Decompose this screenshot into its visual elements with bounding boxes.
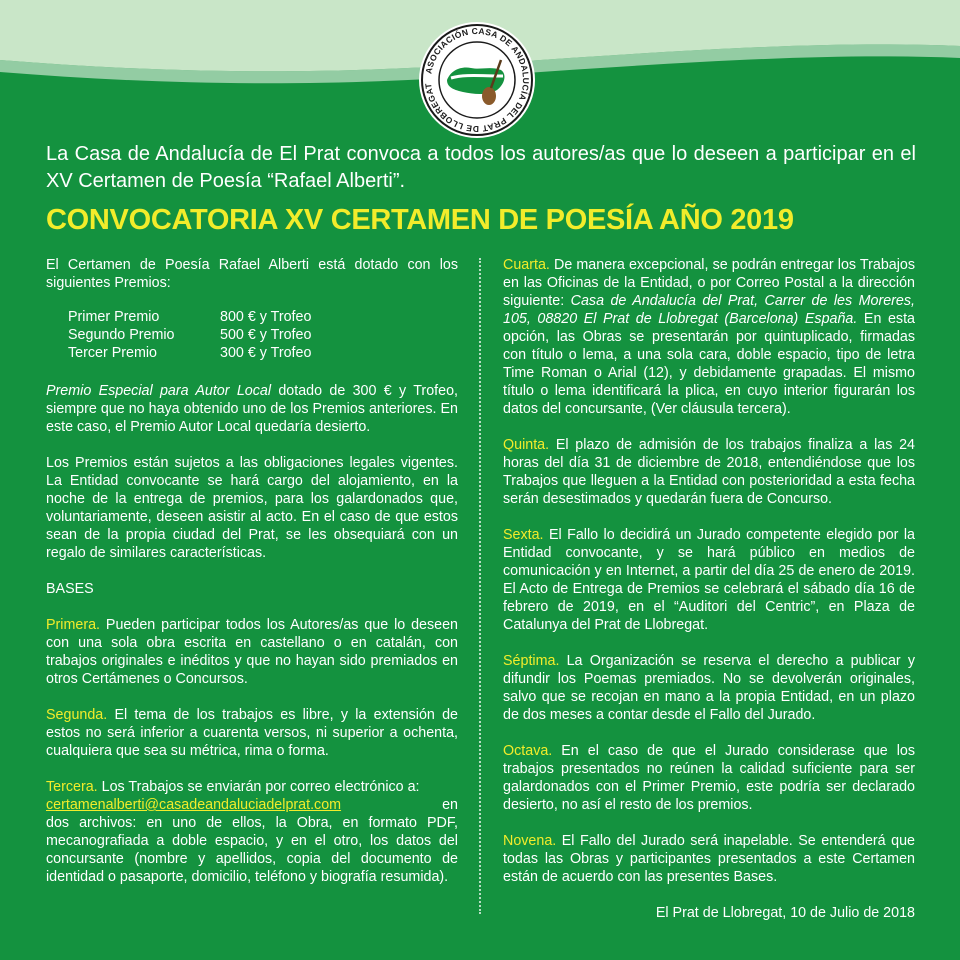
right-column	[503, 256, 915, 922]
clause-label: Primera.	[46, 617, 101, 633]
left-column	[46, 256, 458, 886]
obligaciones-text: Los Premios están sujetos a las obligaciones legales vigentes. La Entidad convocante se hará cargo del alojamiento, en la noche de la entrega de premios, para los galardonados que, voluntariamente, deseen asistir al acto. En el caso de que estos sean de la propia ciudad del Prat, se les obsequiará con un regalo de similares características.	[46, 455, 458, 561]
clause-label: Séptima.	[503, 653, 560, 669]
clause-segunda	[46, 706, 458, 760]
prize-list	[68, 308, 458, 362]
clause-label: Segunda.	[46, 707, 108, 723]
clause-text: De manera excepcional, se podrán entregar los Trabajos en las Oficinas de la Entidad, o por Correo Postal a la dirección siguiente:	[503, 257, 915, 309]
postal-address: Casa de Andalucía del Prat, Carrer de les Moreres, 105, 08820 El Prat de Llobregat (Barcelona) España.	[503, 293, 915, 327]
clause-label: Tercera.	[46, 779, 98, 795]
clause-text: El tema de los trabajos es libre, y la extensión de estos no será inferior a cuarenta versos, ni superior a ochenta, cualquiera que sea su métrica, rima o forma.	[46, 707, 458, 759]
clause-septima	[503, 652, 915, 724]
prize-row	[68, 326, 458, 344]
clause-text: El Fallo del Jurado será inapelable. Se entenderá que todas las Obras y participantes presentados a este Certamen están de acuerdo con las presentes Bases.	[503, 833, 915, 885]
premio-especial-text: dotado de 300 € y Trofeo, siempre que no haya obtenido uno de los Premios anteriores. En este caso, el Premio Autor Local quedaría desierto.	[46, 383, 458, 435]
clause-quinta	[503, 436, 915, 508]
clause-octava	[503, 742, 915, 814]
clause-label: Cuarta.	[503, 257, 550, 273]
bases-heading: BASES	[46, 581, 94, 597]
clause-tercera	[46, 778, 458, 886]
clause-label: Sexta.	[503, 527, 544, 543]
signoff-date: El Prat de Llobregat, 10 de Julio de 2018	[655, 905, 915, 921]
clause-cuarta	[503, 256, 915, 418]
email-link[interactable]: certamenalberti@casadeandaluciadelprat.com	[46, 797, 342, 813]
clause-text: Pueden participar todos los Autores/as que lo deseen con una sola obra escrita en castellano o en catalán, con trabajos originales e inéditos y que no hayan sido premiados en otros Certámenes o Concursos.	[46, 617, 458, 687]
clause-tercera-rest: dos archivos: en uno de ellos, la Obra, en formato PDF, mecanografiada a doble espacio, y en el otro, los datos del concursante (nombre y apellidos, copia del documento de identidad o pasaporte, domicilio, teléfono y biografía resumida).	[46, 815, 458, 885]
prize-name: Segundo Premio	[68, 327, 175, 343]
clause-text: El plazo de admisión de los trabajos finaliza a las 24 horas del día 31 de diciembre de 2018, entendiéndose que los Trabajos que lleguen a la Entidad con posterioridad a esta fecha serán desestimados y quedarán fuera de Concurso.	[503, 437, 915, 507]
asociacion-seal-icon	[417, 20, 537, 140]
svg-text:ASOCIACIÓN CASA DE ANDALUCÍA D: ASOCIACIÓN CASA DE ANDALUCÍA DEL PRAT DE LLOBREGAT	[423, 25, 532, 135]
clause-label: Novena.	[503, 833, 557, 849]
prize-row	[68, 344, 458, 362]
intro-text: La Casa de Andalucía de El Prat convoca a todos los autores/as que lo deseen a participar en el XV Certamen de Poesía “Rafael Alberti”.	[46, 143, 916, 192]
prize-name: Tercer Premio	[68, 345, 157, 361]
page-title: CONVOCATORIA XV CERTAMEN DE POESÍA AÑO 2019	[46, 204, 794, 236]
premio-especial	[46, 382, 458, 436]
clause-primera	[46, 616, 458, 688]
clause-text: El Fallo lo decidirá un Jurado competente elegido por la Entidad convocante, y se hará público en medios de comunicación y en Internet, a partir del día 25 de enero de 2019. El Acto de Entrega de Premios se celebrará el sábado día 16 de febrero de 2019, en el “Auditori del Centric”, en Plaza de Catalunya del Prat de Llobregat.	[503, 527, 915, 633]
clause-text: Los Trabajos se enviarán por correo electrónico a:	[97, 779, 420, 795]
clause-text: En esta opción, las Obras se presentarán por quintuplicado, firmadas con título o lema, a una sola cara, doble espacio, tipo de letra Time Roman o Arial (12), y debidamente grapadas. El mismo título o lema identificará la plica, en cuyo interior figurarán los datos del concursante, (Ver cláusula tercera).	[503, 311, 915, 417]
email-en: en	[442, 797, 458, 813]
clause-label: Quinta.	[503, 437, 550, 453]
clause-tercera-lead	[46, 778, 458, 796]
prize-value: 300 € y Trofeo	[220, 345, 312, 361]
prize-value: 800 € y Trofeo	[220, 309, 312, 325]
clause-novena	[503, 832, 915, 886]
clause-sexta	[503, 526, 915, 634]
clause-text: La Organización se reserva el derecho a publicar y difundir los Poemas premiados. No se devolverán originales, salvo que se recojan en mano a la propia Entidad, en un plazo de dos meses a contar desde el Fallo del Jurado.	[503, 653, 915, 723]
clause-text: En el caso de que el Jurado considerase que los trabajos presentados no reúnen la calidad suficiente para ser galardonados con el Primer Premio, este podría ser declarado desierto, no así el resto de los premios.	[503, 743, 915, 813]
premio-especial-lead: Premio Especial para Autor Local	[46, 383, 272, 399]
prize-row	[68, 308, 458, 326]
column-divider	[479, 258, 481, 914]
prize-value: 500 € y Trofeo	[220, 327, 312, 343]
clause-label: Octava.	[503, 743, 553, 759]
email-row	[46, 796, 458, 814]
premios-intro: El Certamen de Poesía Rafael Alberti está dotado con los siguientes Premios:	[46, 257, 458, 291]
prize-name: Primer Premio	[68, 309, 160, 325]
